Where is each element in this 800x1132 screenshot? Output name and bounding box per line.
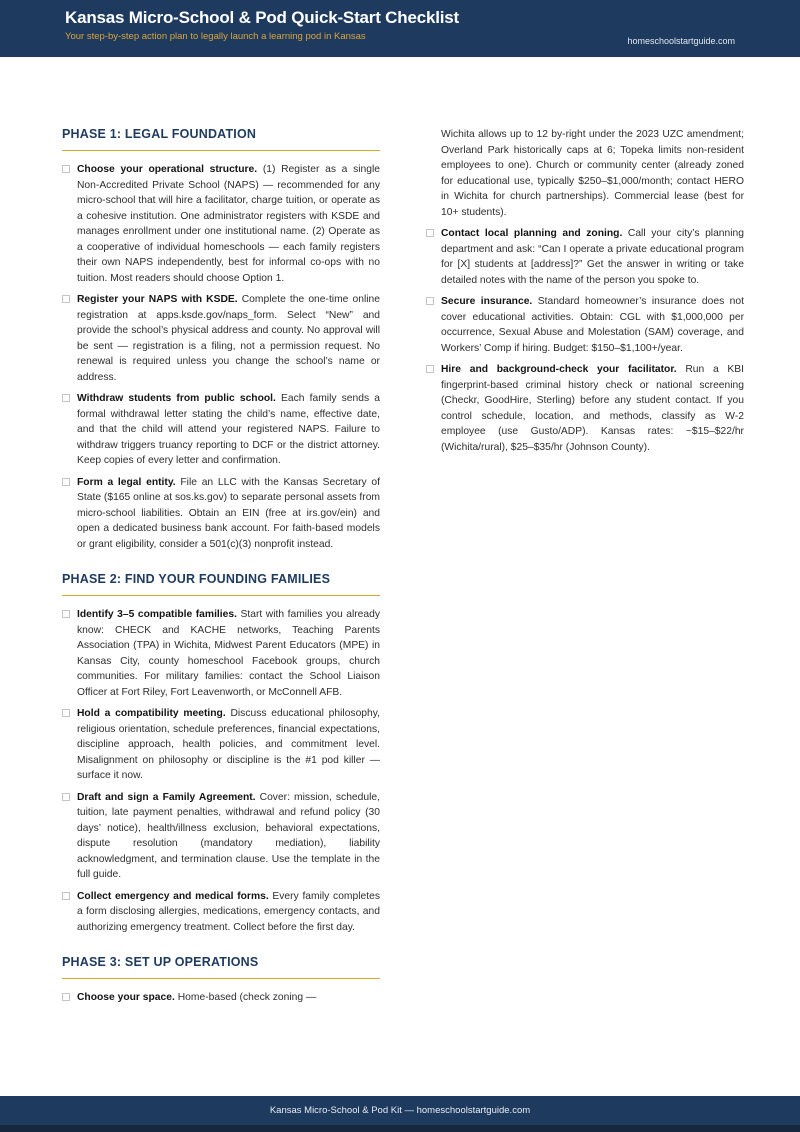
checklist-item-identify-families: [62, 607, 380, 700]
checkbox-icon: [62, 610, 70, 618]
item-lead: Draft and sign a Family Agreement.: [77, 791, 256, 803]
item-lead: Hire and background-check your facilitator.: [441, 364, 677, 375]
checklist-item-choose-structure: [62, 162, 380, 286]
checklist-item-secure-insurance: [426, 294, 744, 356]
checkbox-icon: [62, 793, 70, 801]
checkbox-icon: [62, 295, 70, 303]
checklist-item-compatibility-meeting: [62, 706, 380, 784]
item-body: (1) Register as a single Non-Accredited Private School (NAPS) — recommended for any micro-school that will hire a facilitator, charge tuition, or operate as a cohesive institution. One administrator registers with KSDE and manages enrollment under one institutional name. (2) Operate as a cooperative of individual homeschools — each family registers their own NAPS independently, best for informal co-ops with no tuition. Most readers should choose Option 1.: [77, 164, 380, 284]
checklist-item-choose-space-continuation: [426, 127, 744, 220]
item-body: Call your city’s planning department and ask: “Can I operate a private educational program for [X] students at [address]?” Get the answer in writing or take detailed notes with the name of the person you spoke to.: [441, 228, 744, 286]
item-lead: Choose your operational structure.: [77, 164, 258, 175]
item-body: Every family completes a form disclosing allergies, medications, emergency contacts, and authorizing emergency treatment. Collect before the first day.: [77, 890, 380, 933]
item-body: File an LLC with the Kansas Secretary of State ($165 online at sos.ks.gov) to separate personal assets from micro-school liabilities. Obtain an EIN (free at irs.gov/ein) and open a dedicated business bank account. For faith-based models or grant eligibility, consider a 501(c)(3) nonprofit instead.: [77, 476, 380, 550]
checklist-item-register-naps: [62, 292, 380, 385]
footer-text: Kansas Micro-School & Pod Kit — homeschoolstartguide.com: [269, 1105, 531, 1116]
item-body: Cover: mission, schedule, tuition, late payment penalties, withdrawal and refund policy (30 days’ notice), health/illness exclusion, behavioral expectations, dispute resolution (mandatory mediation), liability acknowledgment, and termination clause. Use the template in the full guide.: [77, 791, 380, 880]
item-lead: Collect emergency and medical forms.: [77, 890, 269, 902]
page-title: Kansas Micro-School & Pod Quick-Start Checklist: [65, 8, 459, 27]
checklist-item-form-legal-entity: [62, 475, 380, 553]
item-lead: Hold a compatibility meeting.: [77, 708, 226, 719]
checkbox-icon: [426, 229, 434, 237]
checklist-content: [0, 57, 800, 1012]
item-body: Each family sends a formal withdrawal letter stating the child’s name, effective date, and that the child will attend your registered NAPS. Failure to withdraw triggers truancy reporting to DCF or the district attorney. Keep copies of every letter and confirmation.: [77, 393, 380, 466]
item-lead: Contact local planning and zoning.: [441, 228, 623, 239]
phase-heading-2: PHASE 2: FIND YOUR FOUNDING FAMILIES: [62, 572, 380, 596]
right-column: [426, 127, 744, 1012]
item-body: Wichita allows up to 12 by-right under the 2023 UZC amendment; Overland Park historically caps at 6; Topeka limits non-resident employees to one). Church or community center (already zoned for educational use, typically $250–$1,000/month; contact HERO in Wichita for church partnerships). Commercial lease (best for 10+ students).: [441, 129, 744, 218]
item-body: Complete the one-time online registration at apps.ksde.gov/naps_form. Select “New” and provide the school’s physical address and county. No approval will be sent — registration is a filing, not a permission request. No renewal is required unless you change the school’s name or address.: [77, 294, 380, 383]
item-body: Discuss educational philosophy, religious orientation, schedule preferences, financial expectations, discipline approach, health policies, and commitment level. Misalignment on philosophy or discipline is the #1 pod killer — surface it now.: [77, 708, 380, 781]
footer-edge-strip: [0, 1125, 800, 1132]
page-subtitle: Your step-by-step action plan to legally launch a learning pod in Kansas: [65, 31, 366, 42]
checkbox-icon: [62, 993, 70, 1001]
checklist-item-family-agreement: [62, 790, 380, 883]
checklist-item-hire-facilitator: [426, 362, 744, 455]
phase-heading-1: PHASE 1: LEGAL FOUNDATION: [62, 127, 380, 151]
item-body: Start with families you already know: CHECK and KACHE networks, Teaching Parents Association (TPA) in Wichita, Midwest Parent Educators (MPE) in Kansas City, county homeschool Facebook groups, church communities. For military families: contact the School Liaison Officer at Fort Riley, Fort Leavenworth, or McConnell AFB.: [77, 609, 380, 698]
header-site-url: homeschoolstartguide.com: [627, 36, 735, 46]
page-footer: [0, 1096, 800, 1125]
item-lead: Register your NAPS with KSDE.: [77, 294, 238, 305]
checkbox-icon: [62, 165, 70, 173]
checkbox-icon: [426, 365, 434, 373]
checklist-item-planning-zoning: [426, 226, 744, 288]
checklist-item-medical-forms: [62, 889, 380, 936]
checklist-item-choose-space: [62, 990, 380, 1006]
item-lead: Secure insurance.: [441, 296, 533, 307]
page-header: [0, 0, 800, 57]
checkbox-icon: [62, 892, 70, 900]
checkbox-icon: [62, 478, 70, 486]
checkbox-icon: [426, 297, 434, 305]
item-body: Run a KBI fingerprint-based criminal history check or national screening (Checkr, GoodHire, Sterling) before any student contact. If you control schedule, location, and methods, classify as W-2 employee (use Gusto/ADP). Kansas rates: ~$15–$22/hr (Wichita/rural), $25–$35/hr (Johnson County).: [441, 364, 744, 453]
checkbox-icon: [62, 709, 70, 717]
checkbox-icon: [62, 394, 70, 402]
section-spacer: [62, 941, 380, 955]
item-lead: Identify 3–5 compatible families.: [77, 609, 237, 620]
section-spacer: [62, 558, 380, 572]
left-column: [62, 127, 380, 1012]
item-lead: Withdraw students from public school.: [77, 393, 276, 404]
item-lead: Form a legal entity.: [77, 476, 176, 488]
item-body: Standard homeowner’s insurance does not cover educational activities. Obtain: CGL with $1,000,000 per occurrence, Sexual Abuse and Molestation (SAM) coverage, and Workers’ Comp if hiring. Budget: $150–$1,100+/year.: [441, 296, 744, 354]
item-lead: Choose your space.: [77, 992, 175, 1003]
phase-heading-3: PHASE 3: SET UP OPERATIONS: [62, 955, 380, 979]
item-body: Home-based (check zoning —: [177, 992, 317, 1003]
checklist-item-withdraw-students: [62, 391, 380, 469]
